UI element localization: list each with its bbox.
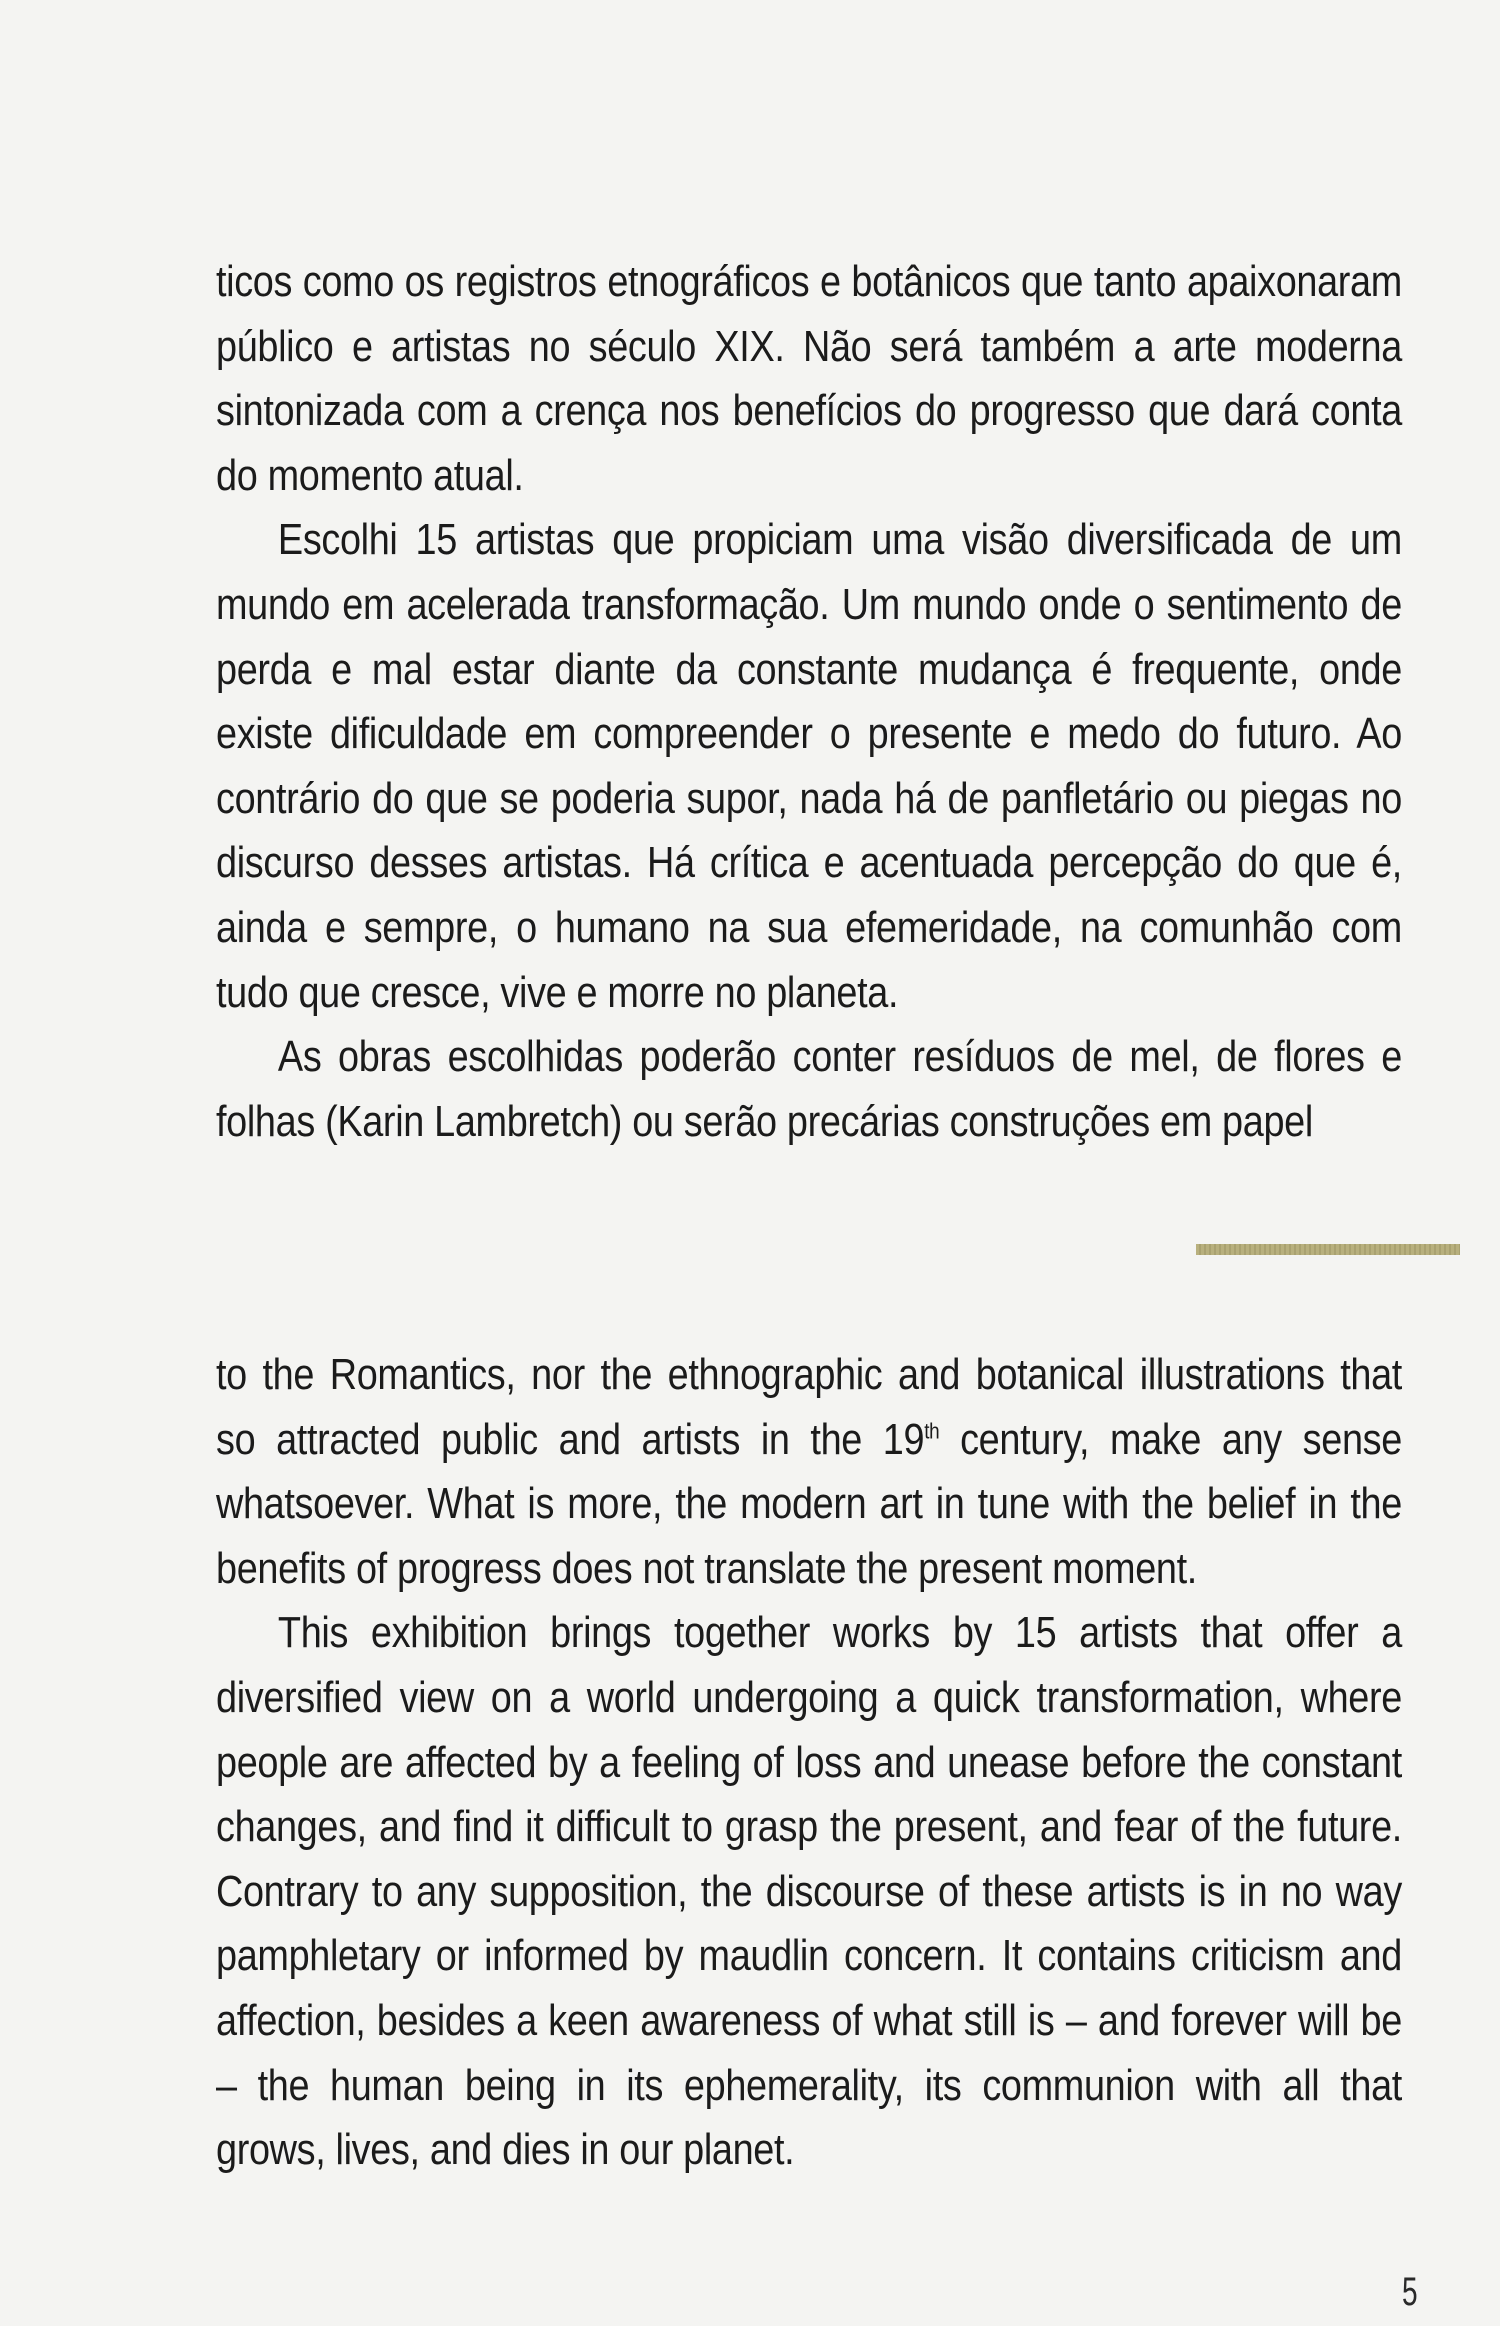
en-paragraph-2: This exhibition brings together works by 15 artists that offer a diversified view on a world undergoing a quick transformation, where people are affected by a feeling of loss and unease before the constant changes, and find it difficult to grasp the present, and fear of the future. Contrary to any supposition, the discourse of these artists is in no way pamphletary or informed by maudlin concern. It contains criticism and affection, besides a keen awareness of what still is – and forever will be – the human being in its ephemerality, its communion with all that grows, lives, and dies in our planet. bbox=[216, 1608, 1402, 2175]
pt-paragraph-1: ticos como os registros etnográficos e botânicos que tanto apaixonaram público e artistas no século XIX. Não será também a arte moderna sintonizada com a crença nos benefícios do progresso que dará conta do momento atual. bbox=[216, 257, 1402, 500]
section-divider-bar bbox=[1196, 1244, 1460, 1255]
ordinal-superscript: th bbox=[924, 1417, 940, 1443]
portuguese-text-section bbox=[216, 250, 1402, 1154]
pt-paragraph-3: As obras escolhidas poderão conter resíduos de mel, de flores e folhas (Karin Lambretch) ou serão precárias construções em papel bbox=[216, 1032, 1402, 1146]
en-paragraph-1 bbox=[216, 1343, 1402, 1601]
en-paragraph-1-text-b: century, make any sense whatsoever. What is more, the modern art in tune with the belief in the benefits of progress does not translate the present moment. bbox=[216, 1414, 1402, 1593]
english-text-section bbox=[216, 1343, 1402, 2183]
pt-paragraph-2: Escolhi 15 artistas que propiciam uma visão diversificada de um mundo em acelerada transformação. Um mundo onde o sentimento de perda e mal estar diante da constante mudança é frequente, onde existe dificuldade em compreender o presente e medo do futuro. Ao contrário do que se poderia supor, nada há de panfletário ou piegas no discurso desses artistas. Há crítica e acentuada percepção do que é, ainda e sempre, o humano na sua efemeridade, na comunhão com tudo que cresce, vive e morre no planeta. bbox=[216, 515, 1402, 1017]
page-number: 5 bbox=[1402, 2270, 1418, 2314]
en-paragraph-1-text-a: to the Romantics, nor the ethnographic and botanical illustrations that so attracted public and artists in the 19 bbox=[216, 1350, 1402, 1464]
